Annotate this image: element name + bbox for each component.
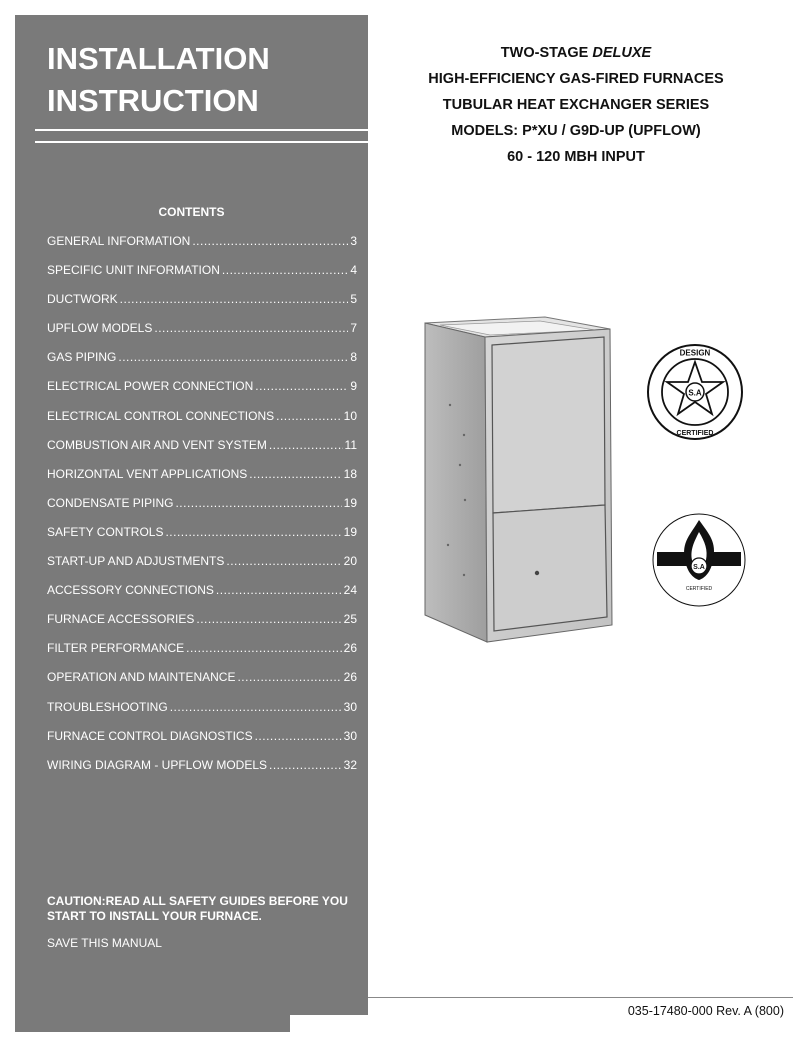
caution-notice: CAUTION:READ ALL SAFETY GUIDES BEFORE YOU START TO INSTALL YOUR FURNACE. (47, 894, 348, 923)
toc-entry-title: FURNACE CONTROL DIAGNOSTICS (47, 728, 253, 743)
toc-entry-title: SPECIFIC UNIT INFORMATION (47, 263, 220, 278)
toc-dot-leader (237, 670, 341, 684)
header-line-5: 60 - 120 MBH INPUT (507, 149, 645, 165)
toc-entry-page: 11 (344, 437, 357, 452)
toc-entry-page: 19 (343, 524, 357, 539)
door-knob-icon (535, 571, 539, 575)
header-line-2: HIGH-EFFICIENCY GAS-FIRED FURNACES (428, 71, 724, 87)
toc-entry-title: FILTER PERFORMANCE (47, 641, 185, 656)
toc-entry-title: OPERATION AND MAINTENANCE (47, 670, 236, 685)
toc-dot-leader (216, 583, 342, 597)
toc-entry-title: DUCTWORK (47, 292, 118, 307)
footer-rule (368, 997, 793, 998)
toc-dot-leader (170, 700, 342, 714)
toc-entry-title: ACCESSORY CONNECTIONS (47, 583, 214, 598)
furnace-illustration (420, 315, 620, 645)
save-manual-note: SAVE THIS MANUAL (47, 936, 162, 950)
toc-entry-title: WIRING DIAGRAM - UPFLOW MODELS (47, 757, 268, 772)
flame-seal-center: S.A (693, 564, 705, 571)
toc-entry (47, 292, 357, 321)
toc-dot-leader (226, 554, 341, 568)
title-rule-bottom (35, 141, 368, 143)
toc-entry (47, 496, 357, 525)
toc-entry-page: 24 (343, 583, 357, 598)
toc-entry-title: UPFLOW MODELS (47, 321, 153, 336)
toc-entry (47, 438, 357, 467)
toc-dot-leader (192, 234, 348, 248)
toc-entry-title: SAFETY CONTROLS (47, 524, 164, 539)
header-line-1 (380, 44, 772, 70)
toc-dot-leader (269, 758, 342, 772)
toc-dot-leader (118, 350, 348, 364)
toc-entry-page: 4 (350, 263, 357, 278)
toc-entry (47, 350, 357, 379)
title-line-1: INSTALLATION (47, 41, 270, 76)
toc-entry (47, 321, 357, 350)
title-line-2: INSTRUCTION (47, 83, 259, 118)
design-certified-seal-icon (645, 342, 745, 442)
header-line-1-emphasis: DELUXE (592, 45, 652, 61)
toc-entry-page: 19 (343, 495, 357, 510)
contents-heading: CONTENTS (158, 205, 225, 219)
toc-entry (47, 525, 357, 554)
toc-entry-page: 18 (343, 466, 357, 481)
toc-entry-title: START-UP AND ADJUSTMENTS (47, 554, 225, 569)
toc-dot-leader (196, 612, 341, 626)
sidebar-footer-tab (15, 1015, 290, 1032)
table-of-contents (47, 234, 357, 787)
toc-entry (47, 583, 357, 612)
header-line-3: TUBULAR HEAT EXCHANGER SERIES (442, 97, 710, 113)
toc-entry-page: 9 (350, 379, 357, 394)
toc-entry-title: COMBUSTION AIR AND VENT SYSTEM (47, 437, 267, 452)
toc-dot-leader (255, 379, 348, 393)
design-seal-center: S.A (688, 388, 702, 398)
toc-entry-page: 26 (343, 670, 357, 685)
toc-entry-page: 32 (343, 757, 357, 772)
flame-seal-bottom-text: CERTIFIED (685, 586, 713, 592)
toc-dot-leader (222, 263, 348, 277)
design-seal-bottom-text: CERTIFIED (676, 430, 714, 437)
flame-certified-seal-icon (651, 512, 747, 608)
toc-entry (47, 409, 357, 438)
toc-dot-leader (276, 409, 342, 423)
toc-entry-title: HORIZONTAL VENT APPLICATIONS (47, 466, 248, 481)
toc-dot-leader (249, 467, 341, 481)
toc-entry (47, 467, 357, 496)
toc-entry (47, 729, 357, 758)
toc-entry (47, 554, 357, 583)
toc-entry-title: GENERAL INFORMATION (47, 234, 191, 248)
toc-dot-leader (269, 438, 343, 452)
toc-entry-page: 8 (350, 350, 357, 365)
header-line-4: MODELS: P*XU / G9D-UP (UPFLOW) (451, 123, 701, 139)
toc-entry-page: 30 (343, 699, 357, 714)
toc-entry-page: 26 (343, 641, 357, 656)
toc-entry (47, 379, 357, 408)
toc-dot-leader (120, 292, 349, 306)
toc-entry-title: TROUBLESHOOTING (47, 699, 168, 714)
product-header (380, 44, 772, 174)
toc-entry-title: ELECTRICAL POWER CONNECTION (47, 379, 254, 394)
toc-entry-page: 10 (343, 408, 357, 423)
toc-entry (47, 234, 357, 263)
toc-dot-leader (255, 729, 342, 743)
toc-dot-leader (175, 496, 341, 510)
document-title (47, 38, 270, 122)
toc-entry (47, 700, 357, 729)
design-seal-top-text: DESIGN (679, 348, 711, 358)
toc-entry-page: 30 (343, 728, 357, 743)
toc-entry-page: 5 (350, 292, 357, 307)
toc-entry-title: FURNACE ACCESSORIES (47, 612, 195, 627)
toc-entry-title: GAS PIPING (47, 350, 117, 365)
toc-entry-page: 3 (350, 234, 357, 248)
title-rule-top (35, 129, 368, 131)
toc-entry (47, 670, 357, 699)
toc-entry-title: ELECTRICAL CONTROL CONNECTIONS (47, 408, 275, 423)
document-number: 035-17480-000 Rev. A (800) (627, 1004, 784, 1018)
toc-entry (47, 641, 357, 670)
toc-dot-leader (154, 321, 348, 335)
toc-entry-page: 20 (343, 554, 357, 569)
toc-entry-page: 25 (343, 612, 357, 627)
toc-entry (47, 263, 357, 292)
toc-dot-leader (165, 525, 341, 539)
toc-dot-leader (186, 641, 342, 655)
toc-entry (47, 612, 357, 641)
toc-entry-title: CONDENSATE PIPING (47, 495, 174, 510)
toc-entry-page: 7 (350, 321, 357, 336)
header-line-1-prefix: TWO-STAGE (500, 45, 593, 61)
toc-entry (47, 758, 357, 787)
